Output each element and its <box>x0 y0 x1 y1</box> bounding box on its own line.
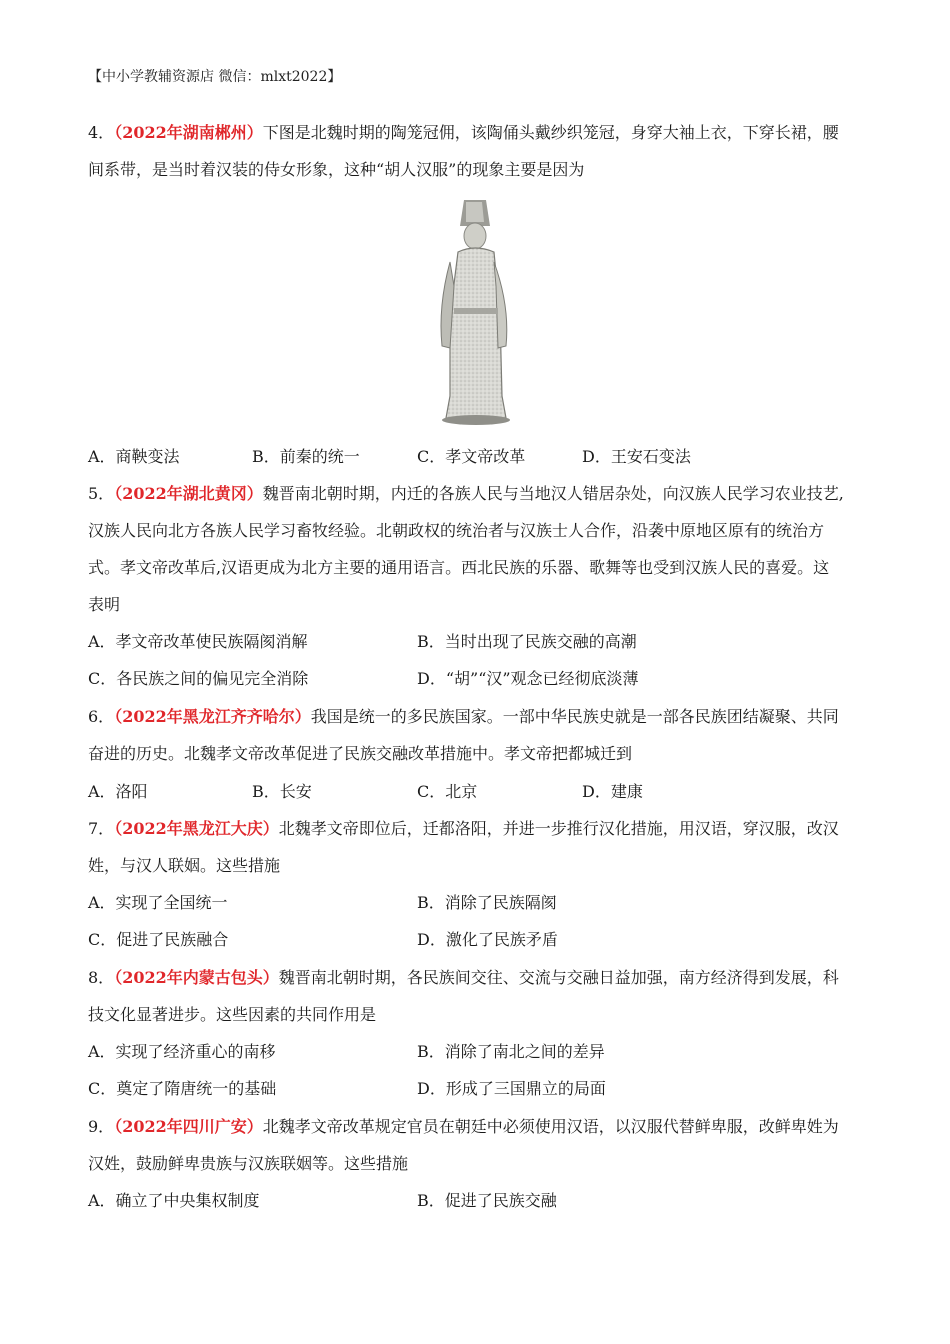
question-6-line-1 <box>88 706 868 728</box>
question-5-line-4: 表明 <box>88 595 121 614</box>
question-4-line-1 <box>88 122 868 144</box>
question-number: 7． <box>88 819 115 838</box>
question-9-line-1 <box>88 1116 868 1138</box>
question-number: 9． <box>88 1117 115 1136</box>
question-text: 北魏孝文帝改革规定官员在朝廷中必须使用汉语，以汉服代替鲜卑服，改鲜卑姓为 <box>262 1117 839 1136</box>
question-9-line-2: 汉姓，鼓励鲜卑贵族与汉族联姻等。这些措施 <box>88 1154 409 1173</box>
question-8-option-a: A．实现了经济重心的南移 <box>88 1042 276 1061</box>
question-7-option-b: B．消除了民族隔阂 <box>417 893 557 912</box>
question-text: 魏晋南北朝时期，各民族间交往、交流与交融日益加强，南方经济得到发展，科 <box>278 968 839 987</box>
question-5-line-1 <box>88 483 868 505</box>
question-source: （2022年四川广安） <box>114 1117 263 1136</box>
question-6-option-b: B．长安 <box>252 782 312 801</box>
question-number: 8． <box>88 968 115 987</box>
question-5-line-2: 汉族人民向北方各族人民学习畜牧经验。北朝政权的统治者与汉族士人合作，沿袭中原地区原有的统治方 <box>88 521 825 540</box>
question-6-option-c: C．北京 <box>417 782 478 801</box>
question-text: 魏晋南北朝时期，内迁的各族人民与当地汉人错居杂处，向汉族人民学习农业技艺, <box>262 484 844 503</box>
question-4-option-a: A．商鞅变法 <box>88 447 180 466</box>
question-9-option-a: A．确立了中央集权制度 <box>88 1191 260 1210</box>
question-6-line-2: 奋进的历史。北魏孝文帝改革促进了民族交融改革措施中。孝文帝把都城迁到 <box>88 744 633 763</box>
question-number: 4． <box>88 123 115 142</box>
question-text: 北魏孝文帝即位后，迁都洛阳，并进一步推行汉化措施，用汉语，穿汉服，改汉 <box>278 819 839 838</box>
question-8-line-1 <box>88 967 868 989</box>
question-4-line-2: 间系带，是当时着汉装的侍女形象，这种“胡人汉服”的现象主要是因为 <box>88 160 585 179</box>
question-source: （2022年湖北黄冈） <box>114 484 263 503</box>
question-8-option-c: C．奠定了隋唐统一的基础 <box>88 1079 277 1098</box>
question-8-line-2: 技文化显著进步。这些因素的共同作用是 <box>88 1005 377 1024</box>
question-7-option-c: C．促进了民族融合 <box>88 930 229 949</box>
question-source: （2022年黑龙江齐齐哈尔） <box>114 707 311 726</box>
question-6-option-a: A．洛阳 <box>88 782 148 801</box>
question-8-option-d: D．形成了三国鼎立的局面 <box>417 1079 606 1098</box>
question-number: 6． <box>88 707 115 726</box>
question-5-line-3: 式。孝文帝改革后,汉语更成为北方主要的通用语言。西北民族的乐器、歌舞等也受到汉族人民的喜爱。这 <box>88 558 830 577</box>
pottery-figurine-image <box>420 196 530 428</box>
question-8-option-b: B．消除了南北之间的差异 <box>417 1042 605 1061</box>
page-header: 【中小学教辅资源店 微信：mlxt2022】 <box>88 69 342 85</box>
question-4-option-b: B．前秦的统一 <box>252 447 360 466</box>
question-9-option-b: B．促进了民族交融 <box>417 1191 557 1210</box>
question-text: 下图是北魏时期的陶笼冠佣，该陶俑头戴纱织笼冠，身穿大袖上衣，下穿长裙，腰 <box>262 123 839 142</box>
question-7-option-a: A．实现了全国统一 <box>88 893 228 912</box>
question-text: 我国是统一的多民族国家。一部中华民族史就是一部各民族团结凝聚、共同 <box>310 707 839 726</box>
question-6-option-d: D．建康 <box>582 782 643 801</box>
question-number: 5． <box>88 484 115 503</box>
question-5-option-c: C．各民族之间的偏见完全消除 <box>88 669 309 688</box>
question-source: （2022年内蒙古包头） <box>114 968 279 987</box>
question-5-option-d: D．“胡”“汉”观念已经彻底淡薄 <box>417 669 639 688</box>
question-source: （2022年湖南郴州） <box>114 123 263 142</box>
question-7-option-d: D．激化了民族矛盾 <box>417 930 558 949</box>
question-5-option-a: A．孝文帝改革使民族隔阂消解 <box>88 632 308 651</box>
question-7-line-2: 姓，与汉人联姻。这些措施 <box>88 856 281 875</box>
question-7-line-1 <box>88 818 868 840</box>
question-4-option-c: C．孝文帝改革 <box>417 447 526 466</box>
question-4-option-d: D．王安石变法 <box>582 447 691 466</box>
question-source: （2022年黑龙江大庆） <box>114 819 279 838</box>
question-5-option-b: B．当时出现了民族交融的高潮 <box>417 632 637 651</box>
